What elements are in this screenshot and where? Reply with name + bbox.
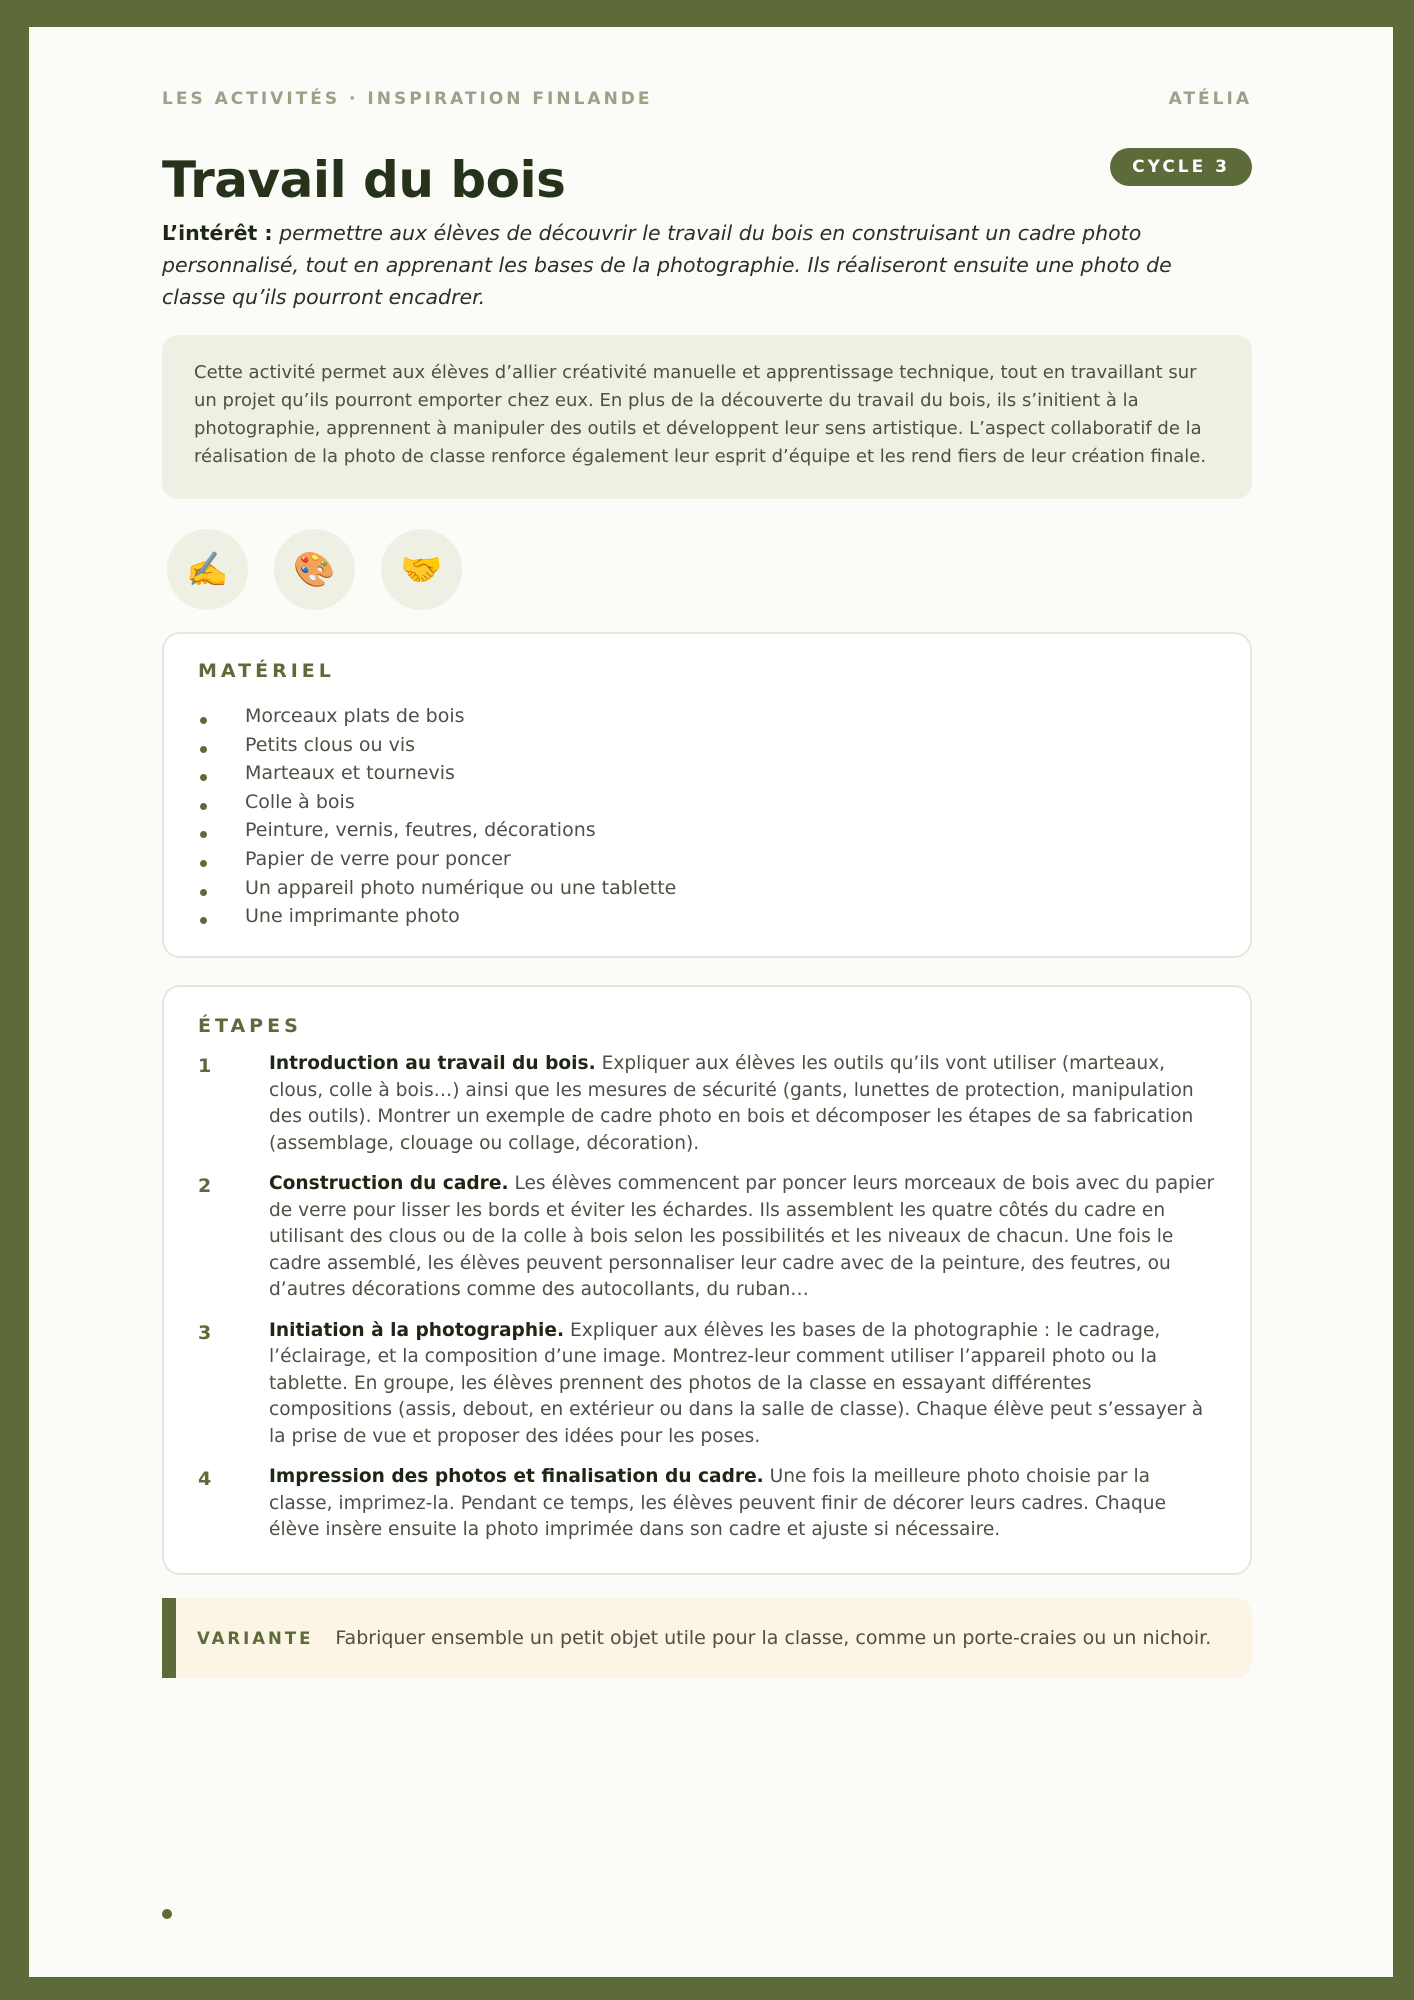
list-item: Une imprimante photo <box>198 902 1216 931</box>
step-number: 1 <box>198 1055 212 1077</box>
page-title: Travail du bois <box>162 151 566 209</box>
handshake-icon: 🤝 <box>381 529 462 610</box>
step-number: 4 <box>198 1468 212 1490</box>
step-body: Expliquer aux élèves les outils qu’ils vont utiliser (marteaux, clous, colle à bois…) ainsi que les mesures de sécurité (gants, lunettes de protection, manipulation des outils). Montrer un exemple de cadre photo en bois et décomposer les étapes de sa fabrication (assemblage, clouage ou collage, décoration). <box>269 1053 1194 1154</box>
step-text <box>269 1464 1216 1544</box>
step-text <box>269 1318 1216 1451</box>
variante-label: VARIANTE <box>197 1628 314 1648</box>
top-bar <box>162 89 1252 109</box>
palette-icon: 🎨 <box>274 529 355 610</box>
interet-text: permettre aux élèves de découvrir le travail du bois en construisant un cadre photo personnalisé, tout en apprenant les bases de la photographie. Ils réaliseront ensuite une photo de classe qu’ils pourront encadrer. <box>162 221 1172 309</box>
step-heading: Construction du cadre. <box>269 1173 509 1194</box>
step-item <box>198 1171 1216 1304</box>
intro-box: Cette activité permet aux élèves d’allier créativité manuelle et apprentissage technique, tout en travaillant sur un projet qu’ils pourront emporter chez eux. En plus de la découverte du travail du bois, ils s’initient à la photographie, apprennent à manipuler des outils et développent leur sens artistique. L’aspect collaboratif de la réalisation de la photo de classe renforce également leur esprit d’équipe et les rend fiers de leur création finale. <box>162 335 1252 499</box>
interet-paragraph <box>162 217 1182 313</box>
materiel-list <box>198 702 1216 931</box>
list-item: Un appareil photo numérique ou une tablette <box>198 874 1216 903</box>
materiel-card <box>162 632 1252 958</box>
step-heading: Impression des photos et finalisation du cadre. <box>269 1466 764 1487</box>
interet-label: L’intérêt : <box>162 221 273 245</box>
materiel-title: MATÉRIEL <box>198 660 335 682</box>
step-body: Les élèves commencent par poncer leurs morceaux de bois avec du papier de verre pour lisser les bords et éviter les échardes. Ils assemblent les quatre côtés du cadre en utilisant des clous ou de la colle à bois selon les possibilités et les niveaux de chacun. Une fois le cadre assemblé, les élèves peuvent personnaliser leur cadre avec de la peinture, des feutres, ou d’autres décorations comme des autocollants, du ruban… <box>269 1173 1215 1300</box>
page <box>29 27 1393 1977</box>
variante-text: Fabriquer ensemble un petit objet utile pour la classe, comme un porte-craies ou un nichoir. <box>335 1627 1212 1649</box>
section-label: LES ACTIVITÉS · INSPIRATION FINLANDE <box>162 89 653 109</box>
step-body: Une fois la meilleure photo choisie par la classe, imprimez-la. Pendant ce temps, les élèves peuvent finir de décorer leurs cadres. Chaque élève insère ensuite la photo imprimée dans son cadre et ajuste si nécessaire. <box>269 1466 1167 1540</box>
brand-label: ATÉLIA <box>1168 89 1252 109</box>
step-item <box>198 1318 1216 1451</box>
etapes-title: ÉTAPES <box>198 1015 302 1037</box>
step-heading: Initiation à la photographie. <box>269 1319 565 1341</box>
writing-hand-icon: ✍️ <box>167 529 248 610</box>
step-item <box>198 1464 1216 1544</box>
variante-box <box>162 1598 1252 1678</box>
step-text <box>269 1171 1216 1304</box>
footer-dot <box>162 1909 172 1919</box>
step-body: Expliquer aux élèves les bases de la photographie : le cadrage, l’éclairage, et la composition d’une image. Montrez-leur comment utiliser l’appareil photo ou la tablette. En groupe, les élèves prennent des photos de la classe en essayant différentes compositions (assis, debout, en extérieur ou dans la salle de classe). Chaque élève peut s’essayer à la prise de vue et proposer des idées pour les poses. <box>269 1319 1204 1447</box>
step-item <box>198 1051 1216 1157</box>
list-item: Colle à bois <box>198 788 1216 817</box>
list-item: Papier de verre pour poncer <box>198 845 1216 874</box>
step-number: 2 <box>198 1175 212 1197</box>
list-item: Marteaux et tournevis <box>198 759 1216 788</box>
list-item: Peinture, vernis, feutres, décorations <box>198 816 1216 845</box>
cycle-badge: CYCLE 3 <box>1110 148 1252 186</box>
icon-row <box>167 529 462 610</box>
list-item: Morceaux plats de bois <box>198 702 1216 731</box>
step-number: 3 <box>198 1321 212 1344</box>
step-heading: Introduction au travail du bois. <box>269 1053 596 1074</box>
etapes-card <box>162 985 1252 1575</box>
step-text <box>269 1051 1216 1157</box>
list-item: Petits clous ou vis <box>198 731 1216 760</box>
